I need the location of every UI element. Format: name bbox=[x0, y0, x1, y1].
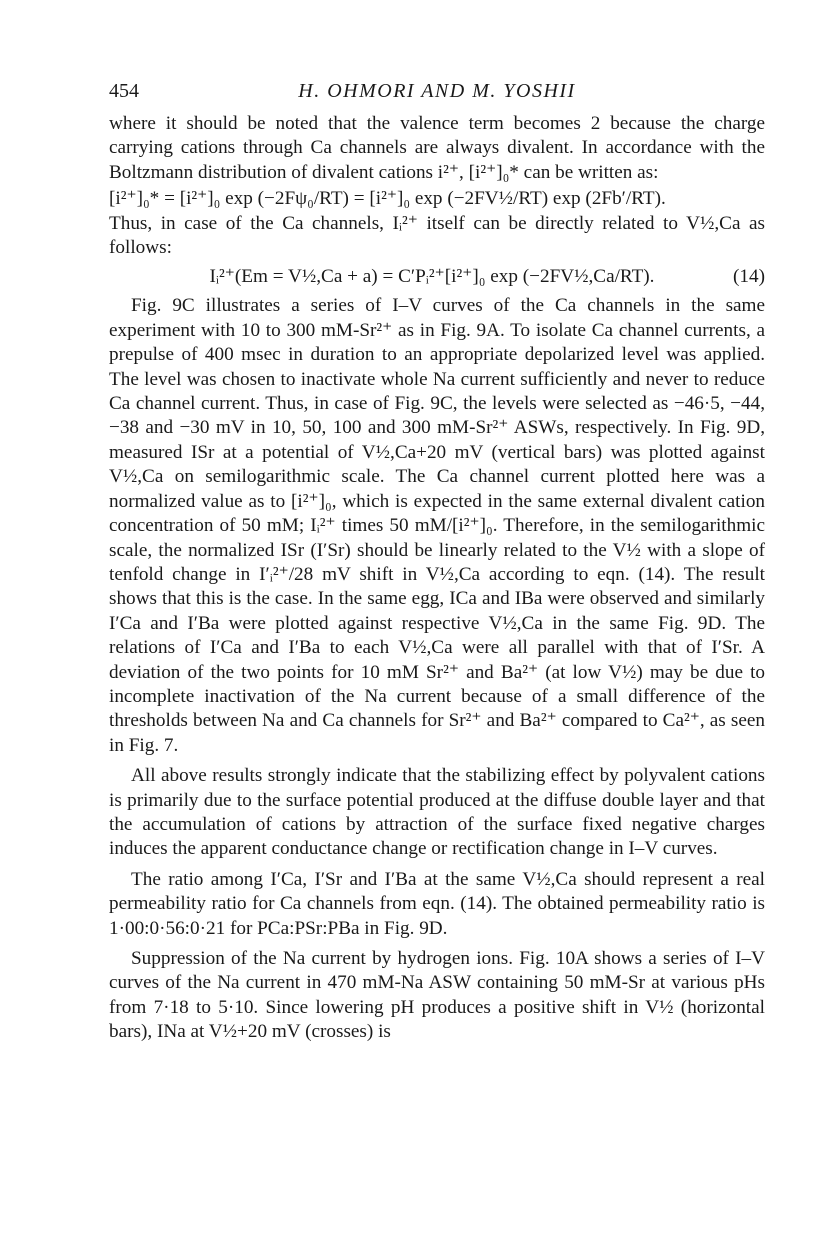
document-page bbox=[109, 80, 765, 1045]
equation-14-body: Iᵢ²⁺(Em = V½,Ca + a) = C′Pᵢ²⁺[i²⁺]₀ exp (−2FV½,Ca/RT). bbox=[209, 266, 655, 288]
paragraph-valence: where it should be noted that the valence term becomes 2 because the charge carrying cations through Ca channels are always divalent. In accordance with the Boltzmann distribution of divalent cations i²⁺, [i²⁺]₀* can be written as: bbox=[109, 113, 765, 183]
running-title: H. OHMORI AND M. YOSHII bbox=[298, 80, 576, 102]
page-header bbox=[109, 80, 765, 112]
paragraph-stabilizing-effect: All above results strongly indicate that the stabilizing effect by polyvalent cations is primarily due to the surface potential produced at the diffuse double layer and that the accumulation of cations by attraction of the surface fixed negative charges induces the apparent conductance change or rectification change in I–V curves. bbox=[109, 765, 765, 860]
equation-14-number: (14) bbox=[733, 266, 765, 288]
paragraph-permeability-ratio: The ratio among I′Ca, I′Sr and I′Ba at the same V½,Ca should represent a real permeability ratio for Ca channels from eqn. (14). The obtained permeability ratio is 1·00:0·56:0·21 for PCa:PSr:PBa in Fig. 9D. bbox=[109, 868, 765, 939]
equation-14 bbox=[109, 260, 765, 294]
paragraph-hydrogen-suppression: Suppression of the Na current by hydrogen ions. Fig. 10A shows a series of I–V curves of the Na current in 470 mM-Na ASW containing 50 mM-Sr at various pHs from 7·18 to 5·10. Since lowering pH produces a positive shift in V½ (horizontal bars), INa at V½+20 mV (crosses) is bbox=[109, 948, 765, 1043]
equation-boltzmann: [i²⁺]₀* = [i²⁺]₀ exp (−2Fψ₀/RT) = [i²⁺]₀ exp (−2FV½/RT) exp (2Fb′/RT). bbox=[109, 188, 666, 210]
paragraph-fig9c: Fig. 9C illustrates a series of I–V curves of the Ca channels in the same experiment with 10 to 300 mM-Sr²⁺ as in Fig. 9A. To isolate Ca channel currents, a prepulse of 400 msec in duration to an appropriate depolarized level was applied. The level was chosen to inactivate whole Na current sufficiently and never to reduce Ca channel current. Thus, in case of Fig. 9C, the levels were selected as −46·5, −44, −38 and −30 mV in 10, 50, 100 and 300 mM-Sr²⁺ ASWs, respectively. In Fig. 9D, measured ISr at a potential of V½,Ca+20 mV (vertical bars) was plotted against V½,Ca on semilogarithmic scale. The Ca channel current plotted here was a normalized value as to [i²⁺]₀, which is expected in the same external divalent cation concentration of 50 mM; Iᵢ²⁺ times 50 mM/[i²⁺]₀. Therefore, in the semilogarithmic scale, the normalized ISr (I′Sr) should be linearly related to the V½ with a slope of tenfold change in I′ᵢ²⁺/28 mV shift in V½,Ca according to eqn. (14). The result shows that this is the case. In the same egg, ICa and IBa were observed and similarly I′Ca and I′Ba were plotted against respective V½,Ca in the same Fig. 9D. The relations of I′Ca and I′Ba to each V½,Ca were all parallel with that of I′Sr. A deviation of the two points for 10 mM Sr²⁺ and Ba²⁺ (at low V½) may be due to incomplete inactivation of the Na current because of a small difference of the thresholds between Na and Ca channels for Sr²⁺ and Ba²⁺ compared to Ca²⁺, as seen in Fig. 7. bbox=[109, 295, 765, 756]
page-number: 454 bbox=[109, 80, 139, 102]
paragraph-ca-channels-intro: Thus, in case of the Ca channels, Iᵢ²⁺ itself can be directly related to V½,Ca as follows: bbox=[109, 212, 765, 259]
